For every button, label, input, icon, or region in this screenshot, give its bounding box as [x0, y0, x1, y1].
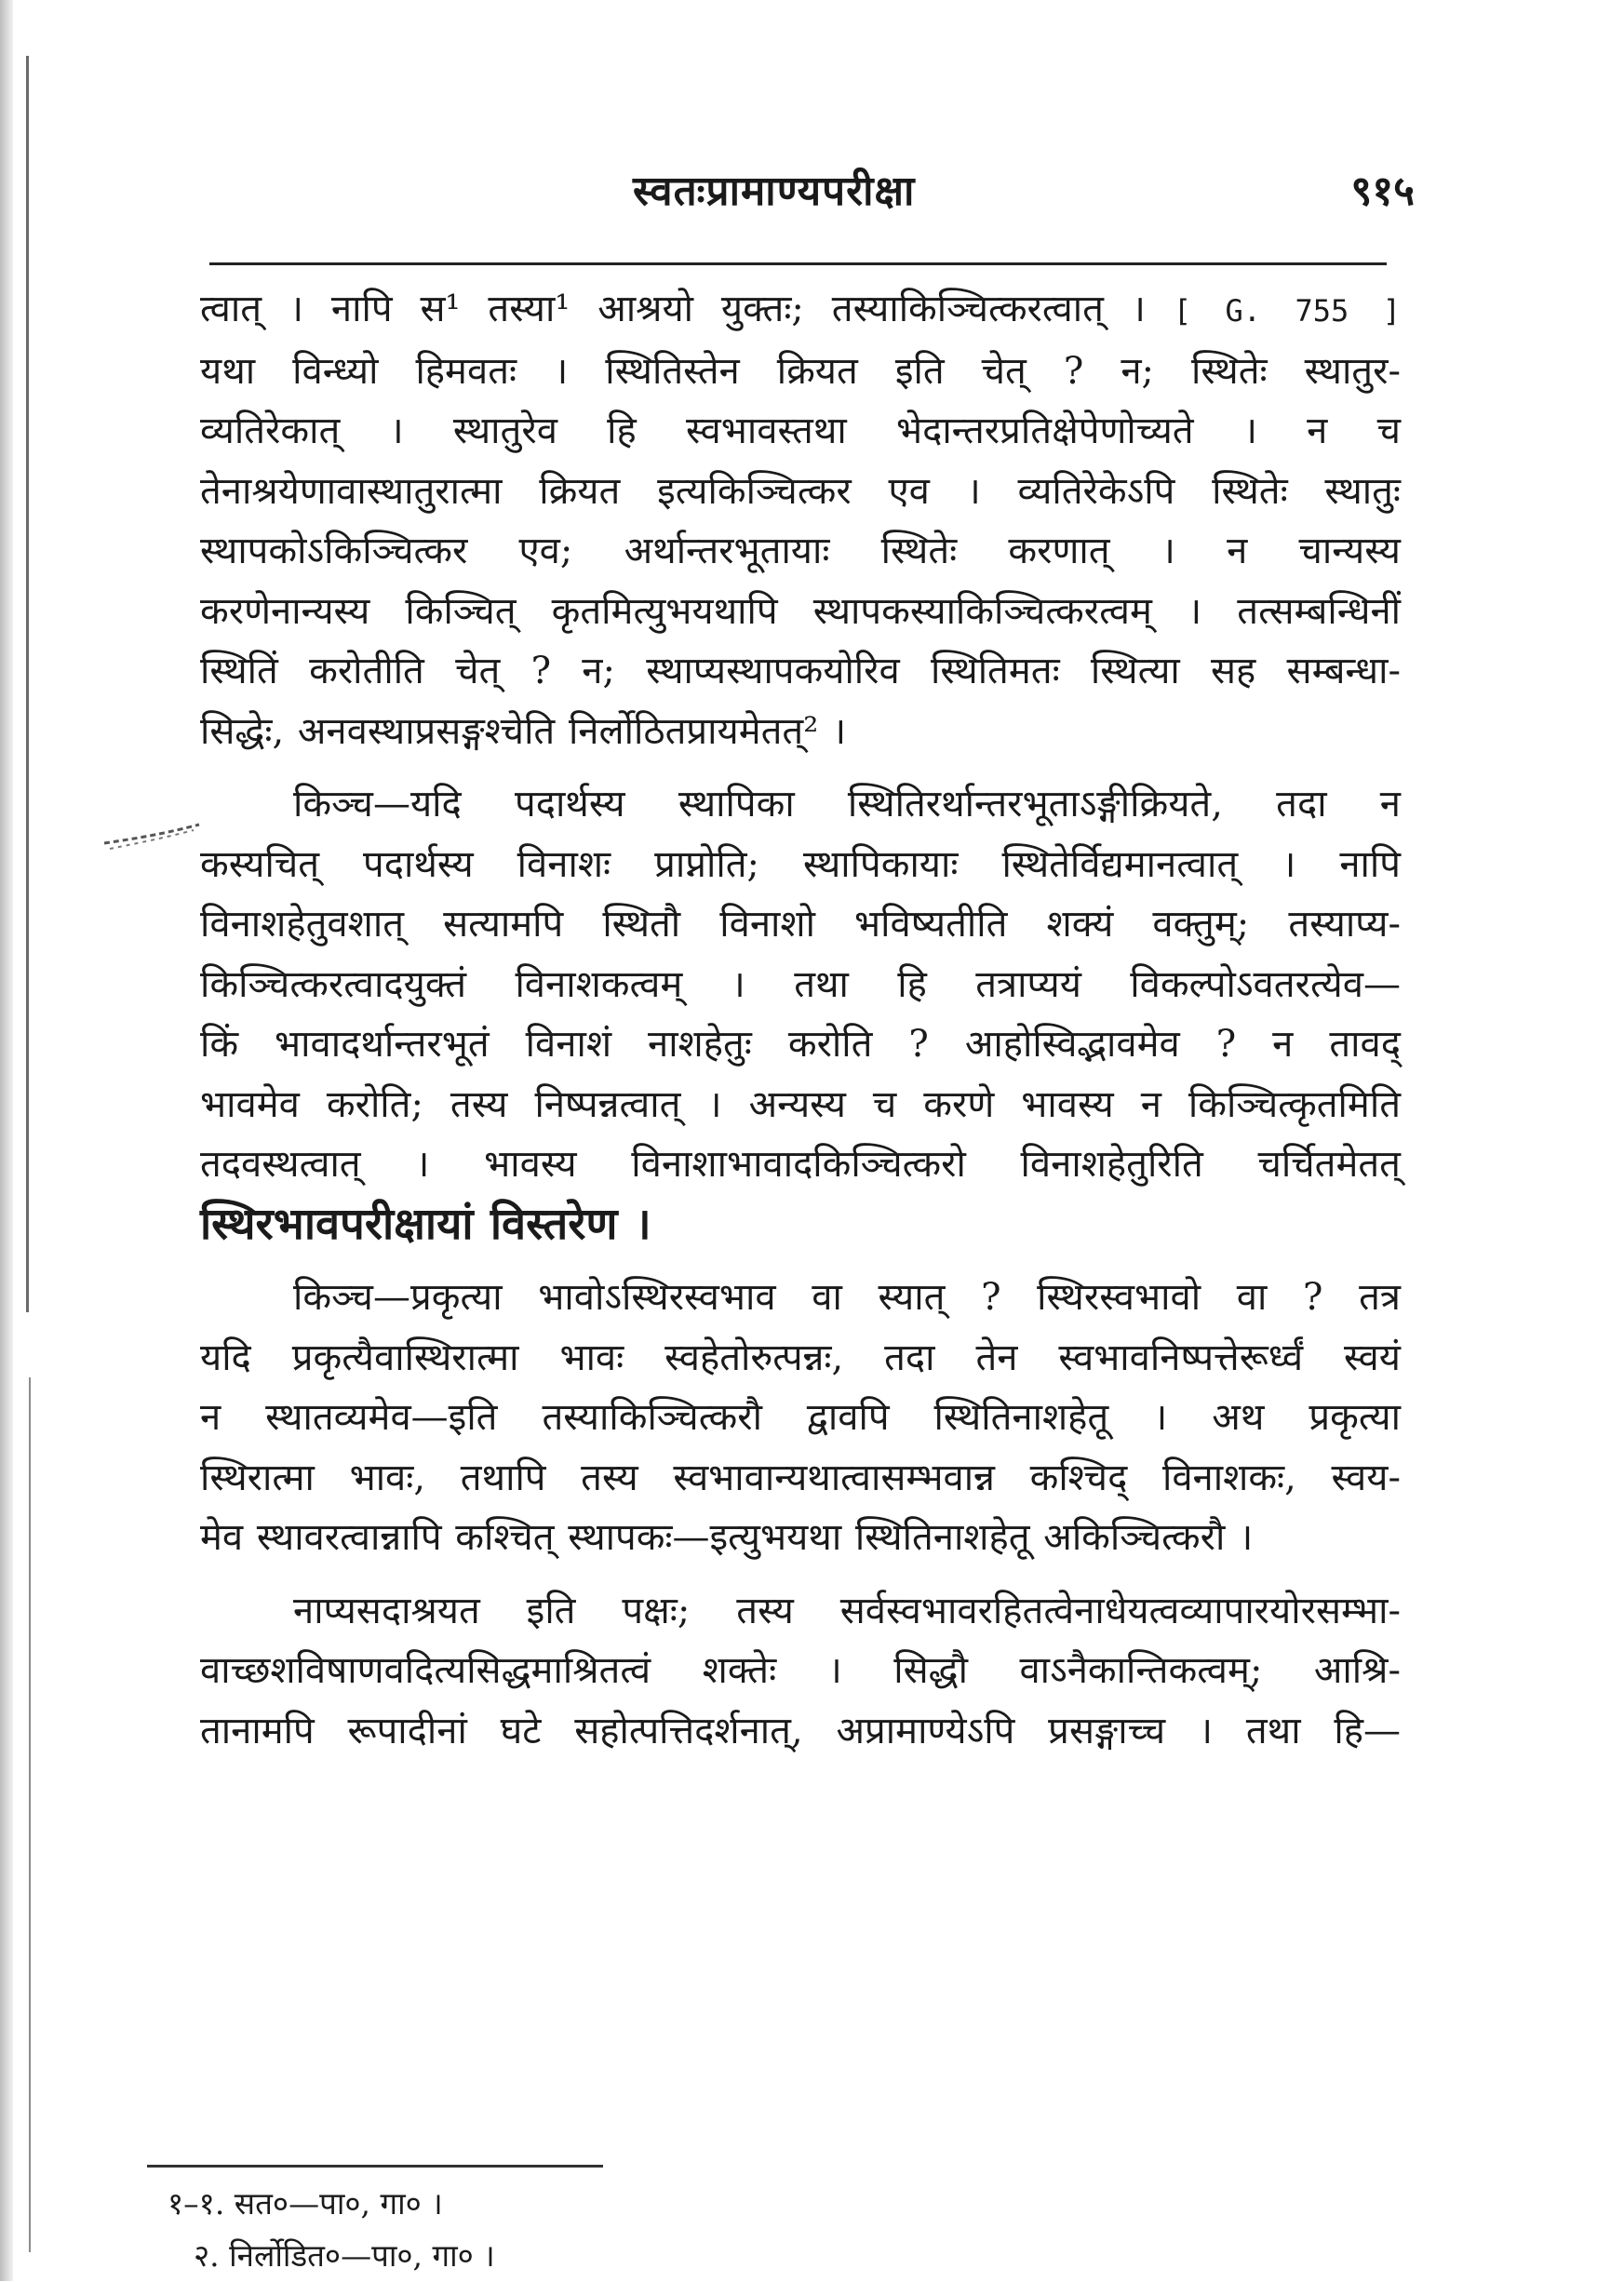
page-reference: [ G. 755 ] [1173, 293, 1402, 329]
page-number: ९१५ [1350, 168, 1415, 215]
text-line: त्वात् । नापि स¹ तस्या¹ आश्रयो युक्तः; तस्याकिञ्चित्करत्वात् । [ G. 755 ] [200, 288, 1402, 330]
footnote: १–१. सत०—पा०, गा० । [168, 2185, 443, 2222]
text-line: यदि प्रकृत्यैवास्थिरात्मा भावः स्वहेतोरुत्पन्नः, तदा तेन स्वभावनिष्पत्तेरूर्ध्वं स्वयं [200, 1336, 1401, 1379]
text-line: भावमेव करोति; तस्य निष्पन्नत्वात् । अन्यस्य च करणे भावस्य न किञ्चित्कृतमिति [200, 1082, 1401, 1126]
running-title: स्वतःप्रामाण्यपरीक्षा [633, 168, 916, 215]
scan-edge-shadow [0, 0, 13, 2281]
text-line: तानामपि रूपादीनां घटे सहोत्पत्तिदर्शनात्, अप्रामाण्येऽपि प्रसङ्गाच्च । तथा हि— [200, 1709, 1401, 1752]
text-line: न स्थातव्यमेव—इति तस्याकिञ्चित्करौ द्वावपि स्थितिनाशहेतू । अथ प्रकृत्या [200, 1396, 1401, 1439]
text-line: किञ्च—प्रकृत्या भावोऽस्थिरस्वभाव वा स्यात् ? स्थिरस्वभावो वा ? तत्र [293, 1276, 1401, 1319]
body-text [200, 279, 1401, 1761]
text-line: यथा विन्ध्यो हिमवतः । स्थितिस्तेन क्रियत इति चेत् ? न; स्थितेः स्थातुर- [200, 349, 1401, 393]
text-line: वाच्छशविषाणवदित्यसिद्धमाश्रितत्वं शक्तेः । सिद्धौ वाऽनैकान्तिकत्वम्; आश्रि- [200, 1649, 1401, 1692]
text-line: कस्यचित् पदार्थस्य विनाशः प्राप्नोति; स्थापिकायाः स्थितेर्विद्यमानत्वात् । नापि [200, 842, 1401, 886]
text-line: तदवस्थत्वात् । भावस्य विनाशाभावादकिञ्चित्करो विनाशहेतुरिति चर्चितमेतत् [200, 1143, 1401, 1186]
text-line: सिद्धेः, अनवस्थाप्रसङ्गश्चेति निर्लोठितप्रायमेतत्² । [200, 709, 847, 753]
margin-pencil-mark [101, 815, 203, 852]
text-line: किञ्च—यदि पदार्थस्य स्थापिका स्थितिरर्थान्तरभूताऽङ्गीक्रियते, तदा न [293, 783, 1401, 826]
paragraph [200, 279, 1401, 342]
header-rule [209, 262, 1387, 265]
text-line: स्थितिं करोतीति चेत् ? न; स्थाप्यस्थापकयोरिव स्थितिमतः स्थित्या सह सम्बन्धा- [200, 650, 1401, 692]
text-line: किं भावादर्थान्तरभूतं विनाशं नाशहेतुः करोति ? आहोस्विद्भावमेव ? न तावद् [200, 1023, 1401, 1066]
text-line: स्थापकोऽकिञ्चित्कर एव; अर्थान्तरभूतायाः स्थितेः करणात् । न चान्यस्य [200, 530, 1401, 572]
page-header [205, 154, 1415, 228]
text-line: व्यतिरेकात् । स्थातुरेव हि स्वभावस्तथा भेदान्तरप्रतिक्षेपेणोच्यते । न च [200, 409, 1401, 452]
margin-mark-lower [29, 1377, 31, 2252]
footnote-rule [147, 2165, 603, 2168]
margin-mark [26, 56, 29, 1312]
text-line: करणेनान्यस्य किञ्चित् कृतमित्युभयथापि स्थापकस्याकिञ्चित्करत्वम् । तत्सम्बन्धिनीं [200, 589, 1401, 633]
footnotes [168, 2178, 495, 2282]
text-line: स्थिरभावपरीक्षायां विस्तरेण । [200, 1198, 651, 1250]
text-line: तेनाश्रयेणावास्थातुरात्मा क्रियत इत्यकिञ्चित्कर एव । व्यतिरेकेऽपि स्थितेः स्थातुः [200, 469, 1401, 513]
text-line: मेव स्थावरत्वान्नापि कश्चित् स्थापकः—इत्युभयथा स्थितिनाशहेतू अकिञ्चित्करौ । [200, 1516, 1254, 1559]
text-line: नाप्यसदाश्रयत इति पक्षः; तस्य सर्वस्वभावरहितत्वेनाधेयत्वव्यापारयोरसम्भा- [293, 1589, 1401, 1632]
text-line: स्थिरात्मा भावः, तथापि तस्य स्वभावान्यथात्वासम्भवान्न कश्चिद् विनाशकः, स्वय- [200, 1456, 1401, 1499]
text-line: किञ्चित्करत्वादयुक्तं विनाशकत्वम् । तथा हि तत्राप्ययं विकल्पोऽवतरत्येव— [200, 962, 1401, 1006]
footnote: २. निर्लोडित०—पा०, गा० । [194, 2237, 495, 2274]
text-line: विनाशहेतुवशात् सत्यामपि स्थितौ विनाशो भविष्यतीति शक्यं वक्तुम्; तस्याप्य- [200, 903, 1401, 946]
